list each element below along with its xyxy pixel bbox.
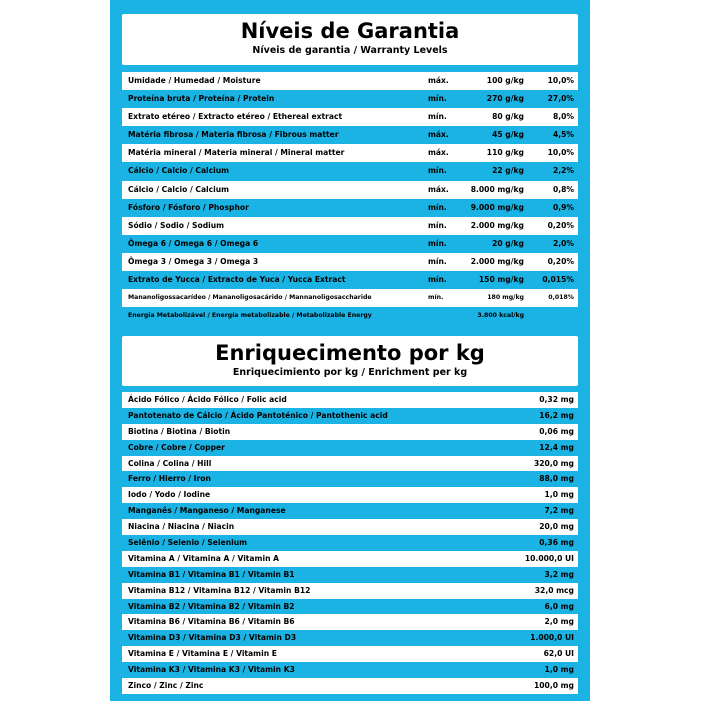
enrichment-row xyxy=(122,456,578,472)
enrichment-row xyxy=(122,583,578,599)
enrichment-title: Enriquecimento por kg xyxy=(215,341,485,365)
nutrient-percent: 0,20% xyxy=(547,220,574,230)
ingredient-amount: 100,0 mg xyxy=(533,681,574,691)
ingredient-amount: 62,0 UI xyxy=(543,649,574,659)
limit-type: máx. xyxy=(428,130,449,140)
enrichment-table xyxy=(122,392,578,694)
ingredient-name: Biotina / Biotina / Biotin xyxy=(128,426,231,436)
limit-type: mín. xyxy=(428,275,447,285)
nutrient-value: 3.800 kcal/kg xyxy=(477,312,524,320)
limit-type: mín. xyxy=(428,256,447,266)
nutrient-value: 110 g/kg xyxy=(486,148,524,158)
limit-type: mín. xyxy=(428,166,447,176)
guarantee-row xyxy=(122,235,578,253)
nutrient-value: 270 g/kg xyxy=(486,94,524,104)
guarantee-row xyxy=(122,253,578,271)
nutrient-name: Matéria fibrosa / Materia fibrosa / Fibrous matter xyxy=(128,130,339,140)
ingredient-name: Vitamina A / Vitamina A / Vitamin A xyxy=(128,553,279,563)
nutrient-value: 100 g/kg xyxy=(486,76,524,85)
ingredient-amount: 0,36 mg xyxy=(539,538,574,548)
nutrient-value: 80 g/kg xyxy=(492,112,524,122)
guarantee-row xyxy=(122,162,578,180)
guarantee-row xyxy=(122,90,578,108)
nutrient-name: Extrato de Yucca / Extracto de Yuca / Yucca Extract xyxy=(128,275,346,285)
guarantee-row xyxy=(122,126,578,144)
ingredient-name: Selênio / Selenio / Selenium xyxy=(128,538,248,548)
ingredient-amount: 10.000,0 UI xyxy=(524,553,574,563)
nutrient-percent: 0,8% xyxy=(552,184,574,194)
enrichment-row xyxy=(122,535,578,551)
enrichment-row xyxy=(122,503,578,519)
enrichment-row xyxy=(122,630,578,646)
enrichment-row xyxy=(122,440,578,456)
limit-type: máx. xyxy=(428,148,449,158)
ingredient-name: Cobre / Cobre / Copper xyxy=(128,442,225,452)
ingredient-name: Ácido Fólico / Ácido Fólico / Folic acid xyxy=(128,395,287,404)
nutrient-percent: 2,2% xyxy=(552,166,574,176)
ingredient-amount: 6,0 mg xyxy=(544,601,574,611)
nutrient-name: Proteína bruta / Proteína / Protein xyxy=(128,94,275,104)
ingredient-amount: 3,2 mg xyxy=(544,569,574,579)
guarantee-row xyxy=(122,271,578,289)
enrichment-row xyxy=(122,614,578,630)
ingredient-name: Manganês / Manganeso / Manganese xyxy=(128,506,286,516)
guarantee-table xyxy=(122,72,578,325)
nutrient-percent: 27,0% xyxy=(547,94,574,104)
nutrient-percent: 0,018% xyxy=(548,294,574,302)
ingredient-name: Ferro / Hierro / Iron xyxy=(128,474,211,484)
ingredient-name: Iodo / Yodo / Iodine xyxy=(128,490,211,500)
nutrient-percent: 0,20% xyxy=(547,256,574,266)
nutrient-percent: 2,0% xyxy=(552,238,574,248)
nutrient-percent: 10,0% xyxy=(547,76,574,85)
nutrient-value: 22 g/kg xyxy=(492,166,524,176)
enrichment-row xyxy=(122,424,578,440)
limit-type: mín. xyxy=(428,238,447,248)
limit-type: mín. xyxy=(428,294,444,302)
ingredient-amount: 320,0 mg xyxy=(533,458,574,468)
ingredient-amount: 0,06 mg xyxy=(539,426,574,436)
enrichment-row xyxy=(122,662,578,678)
nutrient-value: 8.000 mg/kg xyxy=(470,184,524,194)
nutrient-percent: 0,015% xyxy=(542,275,574,285)
guarantee-title: Níveis de Garantia xyxy=(240,19,460,43)
ingredient-amount: 7,2 mg xyxy=(544,506,574,516)
ingredient-amount: 12,4 mg xyxy=(539,442,574,452)
enrichment-row xyxy=(122,599,578,615)
ingredient-name: Vitamina E / Vitamina E / Vitamin E xyxy=(128,649,277,659)
nutrient-value: 45 g/kg xyxy=(492,130,524,140)
nutrient-value: 2.000 mg/kg xyxy=(470,256,524,266)
guarantee-row xyxy=(122,144,578,162)
nutrient-name: Cálcio / Calcio / Calcium xyxy=(128,184,230,194)
nutrient-name: Mananoligossacarídeo / Mananoligosacárido / Mannanoligosaccharide xyxy=(128,294,372,302)
ingredient-name: Zinco / Zinc / Zinc xyxy=(128,681,204,691)
ingredient-name: Vitamina B6 / Vitamina B6 / Vitamin B6 xyxy=(128,617,295,627)
guarantee-subtitle: Níveis de garantia / Warranty Levels xyxy=(252,45,448,56)
ingredient-amount: 20,0 mg xyxy=(539,522,574,532)
ingredient-amount: 1,0 mg xyxy=(544,665,574,675)
ingredient-name: Vitamina B12 / Vitamina B12 / Vitamin B12 xyxy=(128,585,311,595)
enrichment-row xyxy=(122,519,578,535)
nutrient-name: Cálcio / Calcio / Calcium xyxy=(128,166,230,176)
ingredient-name: Pantotenato de Cálcio / Ácido Pantoténico / Pantothenic acid xyxy=(128,410,388,420)
nutrient-value: 2.000 mg/kg xyxy=(470,220,524,230)
nutrient-percent: 10,0% xyxy=(547,148,574,158)
enrichment-row xyxy=(122,551,578,567)
guarantee-row xyxy=(122,181,578,199)
guarantee-row xyxy=(122,217,578,235)
nutrient-percent: 4,5% xyxy=(552,130,574,140)
ingredient-name: Vitamina D3 / Vitamina D3 / Vitamin D3 xyxy=(128,633,297,643)
guarantee-row xyxy=(122,289,578,307)
nutrient-value: 20 g/kg xyxy=(492,238,524,248)
ingredient-amount: 1,0 mg xyxy=(544,490,574,500)
limit-type: máx. xyxy=(428,76,449,85)
enrichment-row xyxy=(122,487,578,503)
nutrient-name: Matéria mineral / Materia mineral / Mineral matter xyxy=(128,148,345,158)
nutrient-name: Extrato etéreo / Extracto etéreo / Ethereal extract xyxy=(128,112,343,122)
ingredient-amount: 1.000,0 UI xyxy=(530,633,574,643)
guarantee-header xyxy=(122,14,578,65)
nutrient-value: 180 mg/kg xyxy=(487,294,524,302)
enrichment-row xyxy=(122,392,578,408)
enrichment-row xyxy=(122,471,578,487)
nutrient-name: Energia Metabolizável / Energía metabolizable / Metabolizable Energy xyxy=(128,312,372,320)
enrichment-row xyxy=(122,567,578,583)
nutrient-name: Umidade / Humedad / Moisture xyxy=(128,76,261,85)
limit-type: mín. xyxy=(428,94,447,104)
nutrient-name: Sódio / Sodio / Sodium xyxy=(128,220,225,230)
limit-type: mín. xyxy=(428,220,447,230)
limit-type: mín. xyxy=(428,112,447,122)
guarantee-row xyxy=(122,307,578,325)
enrichment-subtitle: Enriquecimiento por kg / Enrichment per kg xyxy=(232,367,468,378)
nutrient-value: 150 mg/kg xyxy=(478,275,524,285)
ingredient-name: Colina / Colina / Hill xyxy=(128,458,212,468)
nutrient-percent: 0,9% xyxy=(552,202,574,212)
nutrient-name: Fósforo / Fósforo / Phosphor xyxy=(128,202,249,212)
ingredient-name: Vitamina B2 / Vitamina B2 / Vitamin B2 xyxy=(128,601,295,611)
nutrient-percent: 8,0% xyxy=(552,112,574,122)
ingredient-amount: 2,0 mg xyxy=(544,617,574,627)
enrichment-header xyxy=(122,336,578,386)
ingredient-amount: 32,0 mcg xyxy=(534,585,574,595)
enrichment-row xyxy=(122,678,578,694)
ingredient-amount: 16,2 mg xyxy=(539,410,574,420)
ingredient-amount: 88,0 mg xyxy=(539,474,574,484)
nutrient-value: 9.000 mg/kg xyxy=(470,202,524,212)
ingredient-name: Niacina / Niacina / Niacin xyxy=(128,522,235,532)
limit-type: mín. xyxy=(428,202,447,212)
ingredient-name: Vitamina B1 / Vitamina B1 / Vitamin B1 xyxy=(128,569,295,579)
nutrient-name: Ômega 3 / Omega 3 / Omega 3 xyxy=(128,256,259,266)
limit-type: máx. xyxy=(428,184,449,194)
guarantee-row xyxy=(122,108,578,126)
ingredient-name: Vitamina K3 / Vitamina K3 / Vitamin K3 xyxy=(128,665,295,675)
enrichment-row xyxy=(122,408,578,424)
ingredient-amount: 0,32 mg xyxy=(539,395,574,404)
nutrient-name: Ômega 6 / Omega 6 / Omega 6 xyxy=(128,238,259,248)
guarantee-row xyxy=(122,199,578,217)
guarantee-row xyxy=(122,72,578,90)
enrichment-row xyxy=(122,646,578,662)
